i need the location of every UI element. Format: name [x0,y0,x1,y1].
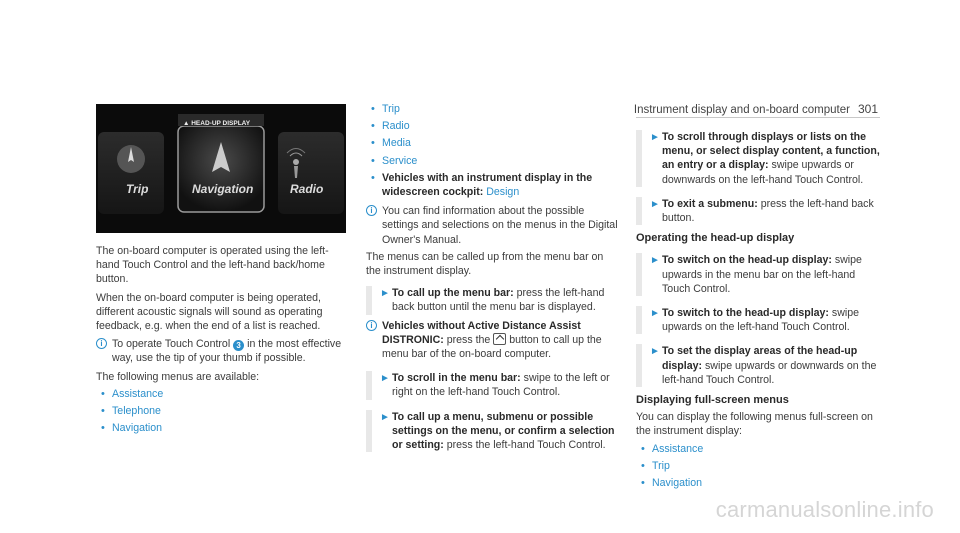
acoustic-paragraph: When the on-board computer is being operated, different acoustic signals will sound as operating feedback, e.g. when the end of a list is reached. [96,291,323,333]
info-note-distronic [366,319,618,362]
step-exit-submenu [636,197,884,225]
step-arrow-icon: ► [380,411,390,423]
step-label: To scroll in the menu bar: [392,372,521,385]
step-call-menu-bar [366,286,618,314]
head-up-display-banner: ▲ HEAD-UP DISPLAY [183,120,251,127]
step-switch-to-hud [636,306,884,334]
step-text: press the left-hand back button until the menu bar is displayed. [392,287,605,314]
tile-label-radio: Radio [290,182,324,196]
menu-bar-paragraph: The menus can be called up from the menu bar on the instrument display. [366,250,604,278]
touch-control-number-badge: 3 [233,340,244,351]
menu-link-design[interactable]: Design [486,186,520,199]
page-header [634,102,878,117]
info-note-settings-text: You can find information about the possible settings and selections on the menus in the Digital Owner's Manual. [382,205,618,246]
step-scroll-menu-bar [366,371,618,399]
distronic-label: Vehicles without Active Distance Assist DISTRONIC: [382,319,581,346]
menu-link-media[interactable]: • Media [366,136,618,150]
column-3 [636,130,884,490]
step-label: To set the display areas of the head-up display: [662,345,858,372]
heading-operating-hud: Operating the head-up display [636,232,795,245]
menus-available-paragraph: The following menus are available: [96,370,260,383]
step-text: swipe upwards or downwards on the left-hand Touch Control. [662,359,877,386]
tile-label-navigation: Navigation [192,182,254,196]
home-button-icon [493,333,506,345]
step-text: press the left-hand back button. [662,197,874,225]
menu-link-navigation[interactable]: • Navigation [96,421,350,435]
step-arrow-icon: ► [380,288,390,300]
step-arrow-icon: ► [380,373,390,385]
menu-link-telephone[interactable]: • Telephone [96,404,350,418]
thumb-note-text-a: To operate Touch Control [112,338,231,351]
info-icon: i [366,205,377,216]
step-arrow-icon: ► [650,346,660,358]
step-arrow-icon: ► [650,132,660,143]
menu-link-service[interactable]: • Service [366,154,618,168]
thumb-note [96,337,350,365]
distronic-text-a: press the [446,333,491,346]
menu-link-trip[interactable]: • Trip [636,459,884,473]
watermark: carmanualsonline.info [715,496,934,522]
step-text: swipe upwards or downwards on the left-hand Touch Control. [662,159,864,186]
column-1 [96,244,350,435]
step-set-hud-areas [636,344,884,387]
header-title: Instrument display and on-board computer [633,104,850,116]
step-switch-on-hud [636,253,884,296]
menu-link-assistance[interactable]: • Assistance [96,387,350,401]
step-text: swipe upwards on the left-hand Touch Control. [662,307,860,334]
menu-link-radio[interactable]: • Radio [366,119,618,133]
step-label: To scroll through displays or lists on the menu, or select display content, a function, an entry or a display: [662,131,880,172]
column-2 [366,102,618,452]
widescreen-label: Vehicles with an instrument display in the widescreen cockpit: [382,171,593,199]
step-label: To call up a menu, submenu or possible settings on the menu, or confirm a selection or setting: [392,410,615,452]
intro-paragraph: The on-board computer is operated using the left-hand Touch Control and the left-hand back/home button. [96,245,329,286]
widescreen-item [366,171,618,199]
step-label: To exit a submenu: [662,197,758,210]
step-arrow-icon: ► [650,198,660,210]
page-number: 301 [857,102,878,116]
onboard-computer-screen-image [96,104,346,233]
thumb-note-text-b: in the most effective way, use the tip of your thumb if possible. [112,338,342,365]
step-text: press the left-hand Touch Control. [446,439,606,452]
header-rule [636,117,880,118]
step-label: To switch on the head-up display: [662,254,832,267]
info-icon: i [366,320,377,331]
info-icon: i [96,338,107,349]
step-text: swipe to the left or right on the left-hand Touch Control. [392,372,610,399]
step-label: To switch to the head-up display: [662,307,829,320]
step-call-up-menu [366,410,618,453]
distronic-text-b: button to call up the menu bar of the on-board computer. [382,333,602,361]
menu-link-navigation[interactable]: • Navigation [636,476,884,490]
step-arrow-icon: ► [650,255,660,267]
menu-link-assistance[interactable]: • Assistance [636,442,884,456]
step-arrow-icon: ► [650,308,660,320]
tile-label-trip: Trip [126,182,149,196]
step-text: swipe upwards in the menu bar on the left-hand Touch Control. [662,254,862,295]
heading-fullscreen-menus: Displaying full-screen menus [636,394,789,407]
fullscreen-paragraph: You can display the following menus full-screen on the instrument display: [636,411,873,438]
menu-link-trip[interactable]: • Trip [366,102,618,116]
info-note-settings [366,204,618,247]
step-label: To call up the menu bar: [392,287,514,300]
step-scroll-displays [636,130,884,187]
